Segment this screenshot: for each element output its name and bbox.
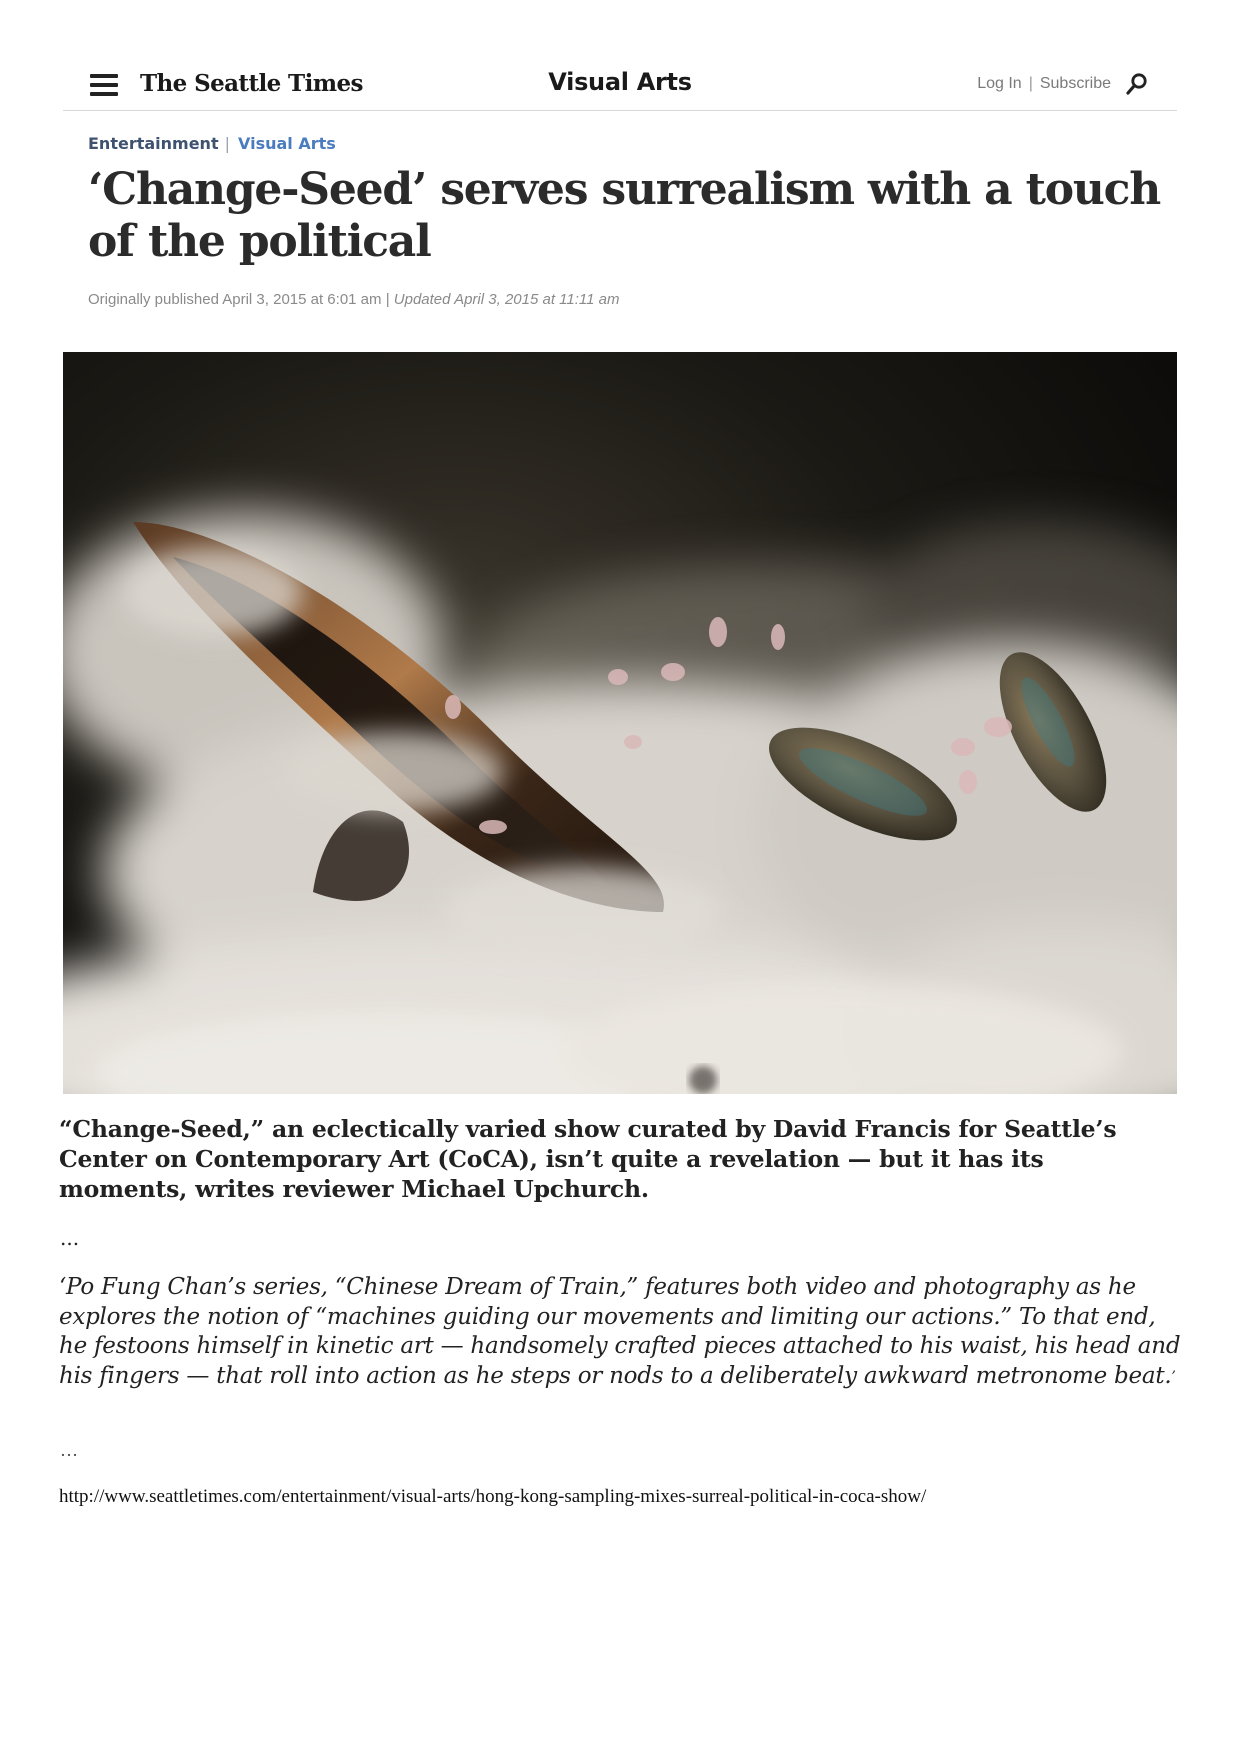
hamburger-menu-icon[interactable] <box>90 74 118 96</box>
article-quote-text: ‘Po Fung Chan’s series, “Chinese Dream of Train,” features both video and photography as he explores the notion of “machines guiding our movements and limiting our actions.” To that end, he festoons himself in kinetic art — handsomely crafted pieces attached to his waist, his head and his fingers — that roll into action as he steps or nods to a deliberately awkward metronome beat. <box>59 1274 1181 1389</box>
quote-close-mark: ’ <box>1171 1368 1176 1385</box>
breadcrumb-entertainment[interactable]: Entertainment <box>88 134 219 153</box>
article-photo <box>63 352 1177 1094</box>
published-date: Originally published April 3, 2015 at 6:01 am <box>88 291 382 308</box>
ellipsis-separator-2: … <box>60 1440 78 1460</box>
article-dateline <box>88 291 619 308</box>
top-navigation-bar <box>63 58 1177 111</box>
date-separator: | <box>385 291 390 308</box>
article-quote <box>59 1273 1183 1392</box>
breadcrumb-visual-arts[interactable]: Visual Arts <box>237 134 336 153</box>
login-link[interactable]: Log In <box>977 75 1022 92</box>
subscribe-link[interactable]: Subscribe <box>1039 75 1111 92</box>
article-headline: ‘Change-Seed’ serves surrealism with a touch of the political <box>88 164 1161 267</box>
seed-cotton-photo-illustration <box>63 352 1177 1094</box>
account-separator: | <box>1028 75 1033 92</box>
breadcrumb <box>88 134 336 153</box>
masthead-logo[interactable]: The Seattle Times <box>140 70 363 97</box>
account-links <box>977 72 1149 96</box>
section-title[interactable]: Visual Arts <box>548 68 692 96</box>
breadcrumb-separator: | <box>224 134 230 153</box>
source-url-link[interactable]: http://www.seattletimes.com/entertainment/visual-arts/hong-kong-sampling-mixes-surreal-political-in-coca-show/ <box>59 1486 927 1507</box>
ellipsis-separator: ... <box>60 1226 80 1250</box>
search-icon[interactable] <box>1125 72 1149 96</box>
article-lede: “Change-Seed,” an eclectically varied show curated by David Francis for Seattle’s Center on Contemporary Art (CoCA), isn’t quite a revelation — but it has its moments, writes reviewer Michael Upchurch. <box>59 1115 1117 1203</box>
updated-date: Updated April 3, 2015 at 11:11 am <box>393 291 620 308</box>
